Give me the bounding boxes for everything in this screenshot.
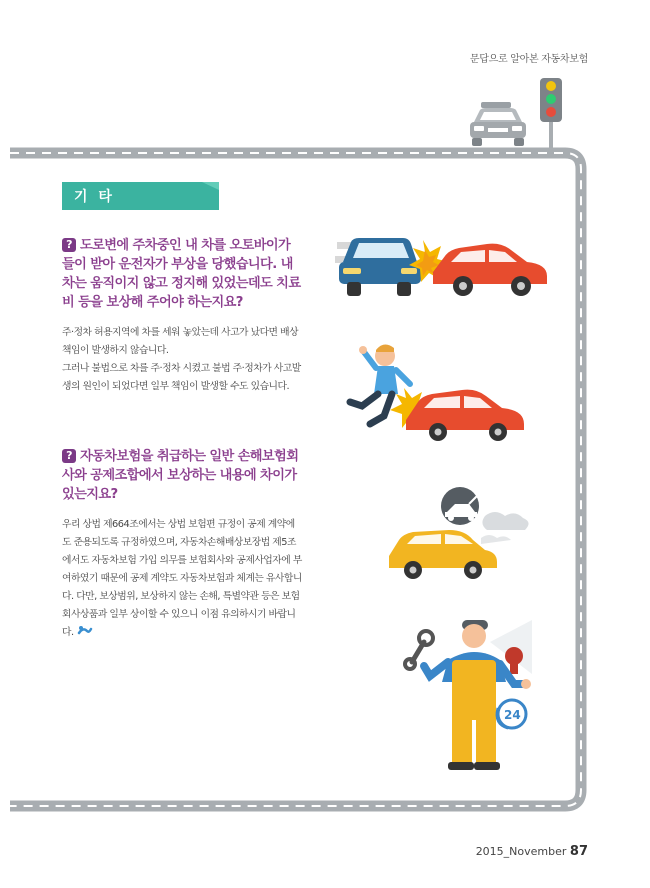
pedestrian-accident-illustration (340, 340, 540, 442)
traffic-light-icon (538, 78, 564, 148)
section-label: 기 타 (74, 189, 115, 205)
question-1: ? 도로변에 주차중인 내 차를 오토바이가 들이 받아 운전자가 부상을 당했습니다. 내 차는 움직이지 않고 정지해 있었는데도 치료비 등을 보상해 주어야 하는지요? (62, 238, 301, 310)
answer-2: 우리 상법 제664조에서는 상법 보험편 규정이 공제 계약에도 준용되도록 규정하였으며, 자동차손해배상보장법 제5조에서도 자동차보험 가입 의무를 보험회사와 공제사업자에 부여하였기 때문에 공제 계약도 자동차보험과 체계는 유사합니다. 다만, 보상범위, 보상하지 않는 손해, 특별약관 등은 보험회사상품과 일부 상이할 수 있으니 이점 유의하시기 바랍니다. (62, 516, 302, 644)
footer-issue: 2015_November (475, 845, 567, 858)
answer-1-line-2: 그러나 불법으로 차를 주·정차 시켰고 불법 주·정차가 사고발생의 원인이 되었다면 일부 책임이 발생할 수도 있습니다. (62, 363, 301, 392)
page-number: 87 (569, 844, 588, 859)
end-mark-icon (77, 625, 93, 644)
mechanic-illustration (402, 612, 537, 774)
answer-1-line-1: 주·정차 허용지역에 차를 세워 놓았는데 사고가 났다면 배상책임이 발생하지 않습니다. (62, 327, 299, 356)
question-mark-icon: ? (62, 449, 76, 463)
footer (476, 844, 588, 859)
qa-item-2 (62, 447, 302, 644)
header-title: 문답으로 알아본 자동차보험 (469, 54, 588, 65)
qa-item-1 (62, 236, 302, 396)
question-2: ? 자동차보험을 취급하는 일반 손해보험회사와 공제조합에서 보상하는 내용에 차이가 있는지요? (62, 449, 299, 502)
header-car-icon (466, 100, 530, 148)
broken-car-illustration (385, 486, 535, 581)
question-mark-icon: ? (62, 238, 76, 252)
badge-24-text: 24 (504, 708, 521, 722)
car-collision-illustration (335, 232, 550, 302)
